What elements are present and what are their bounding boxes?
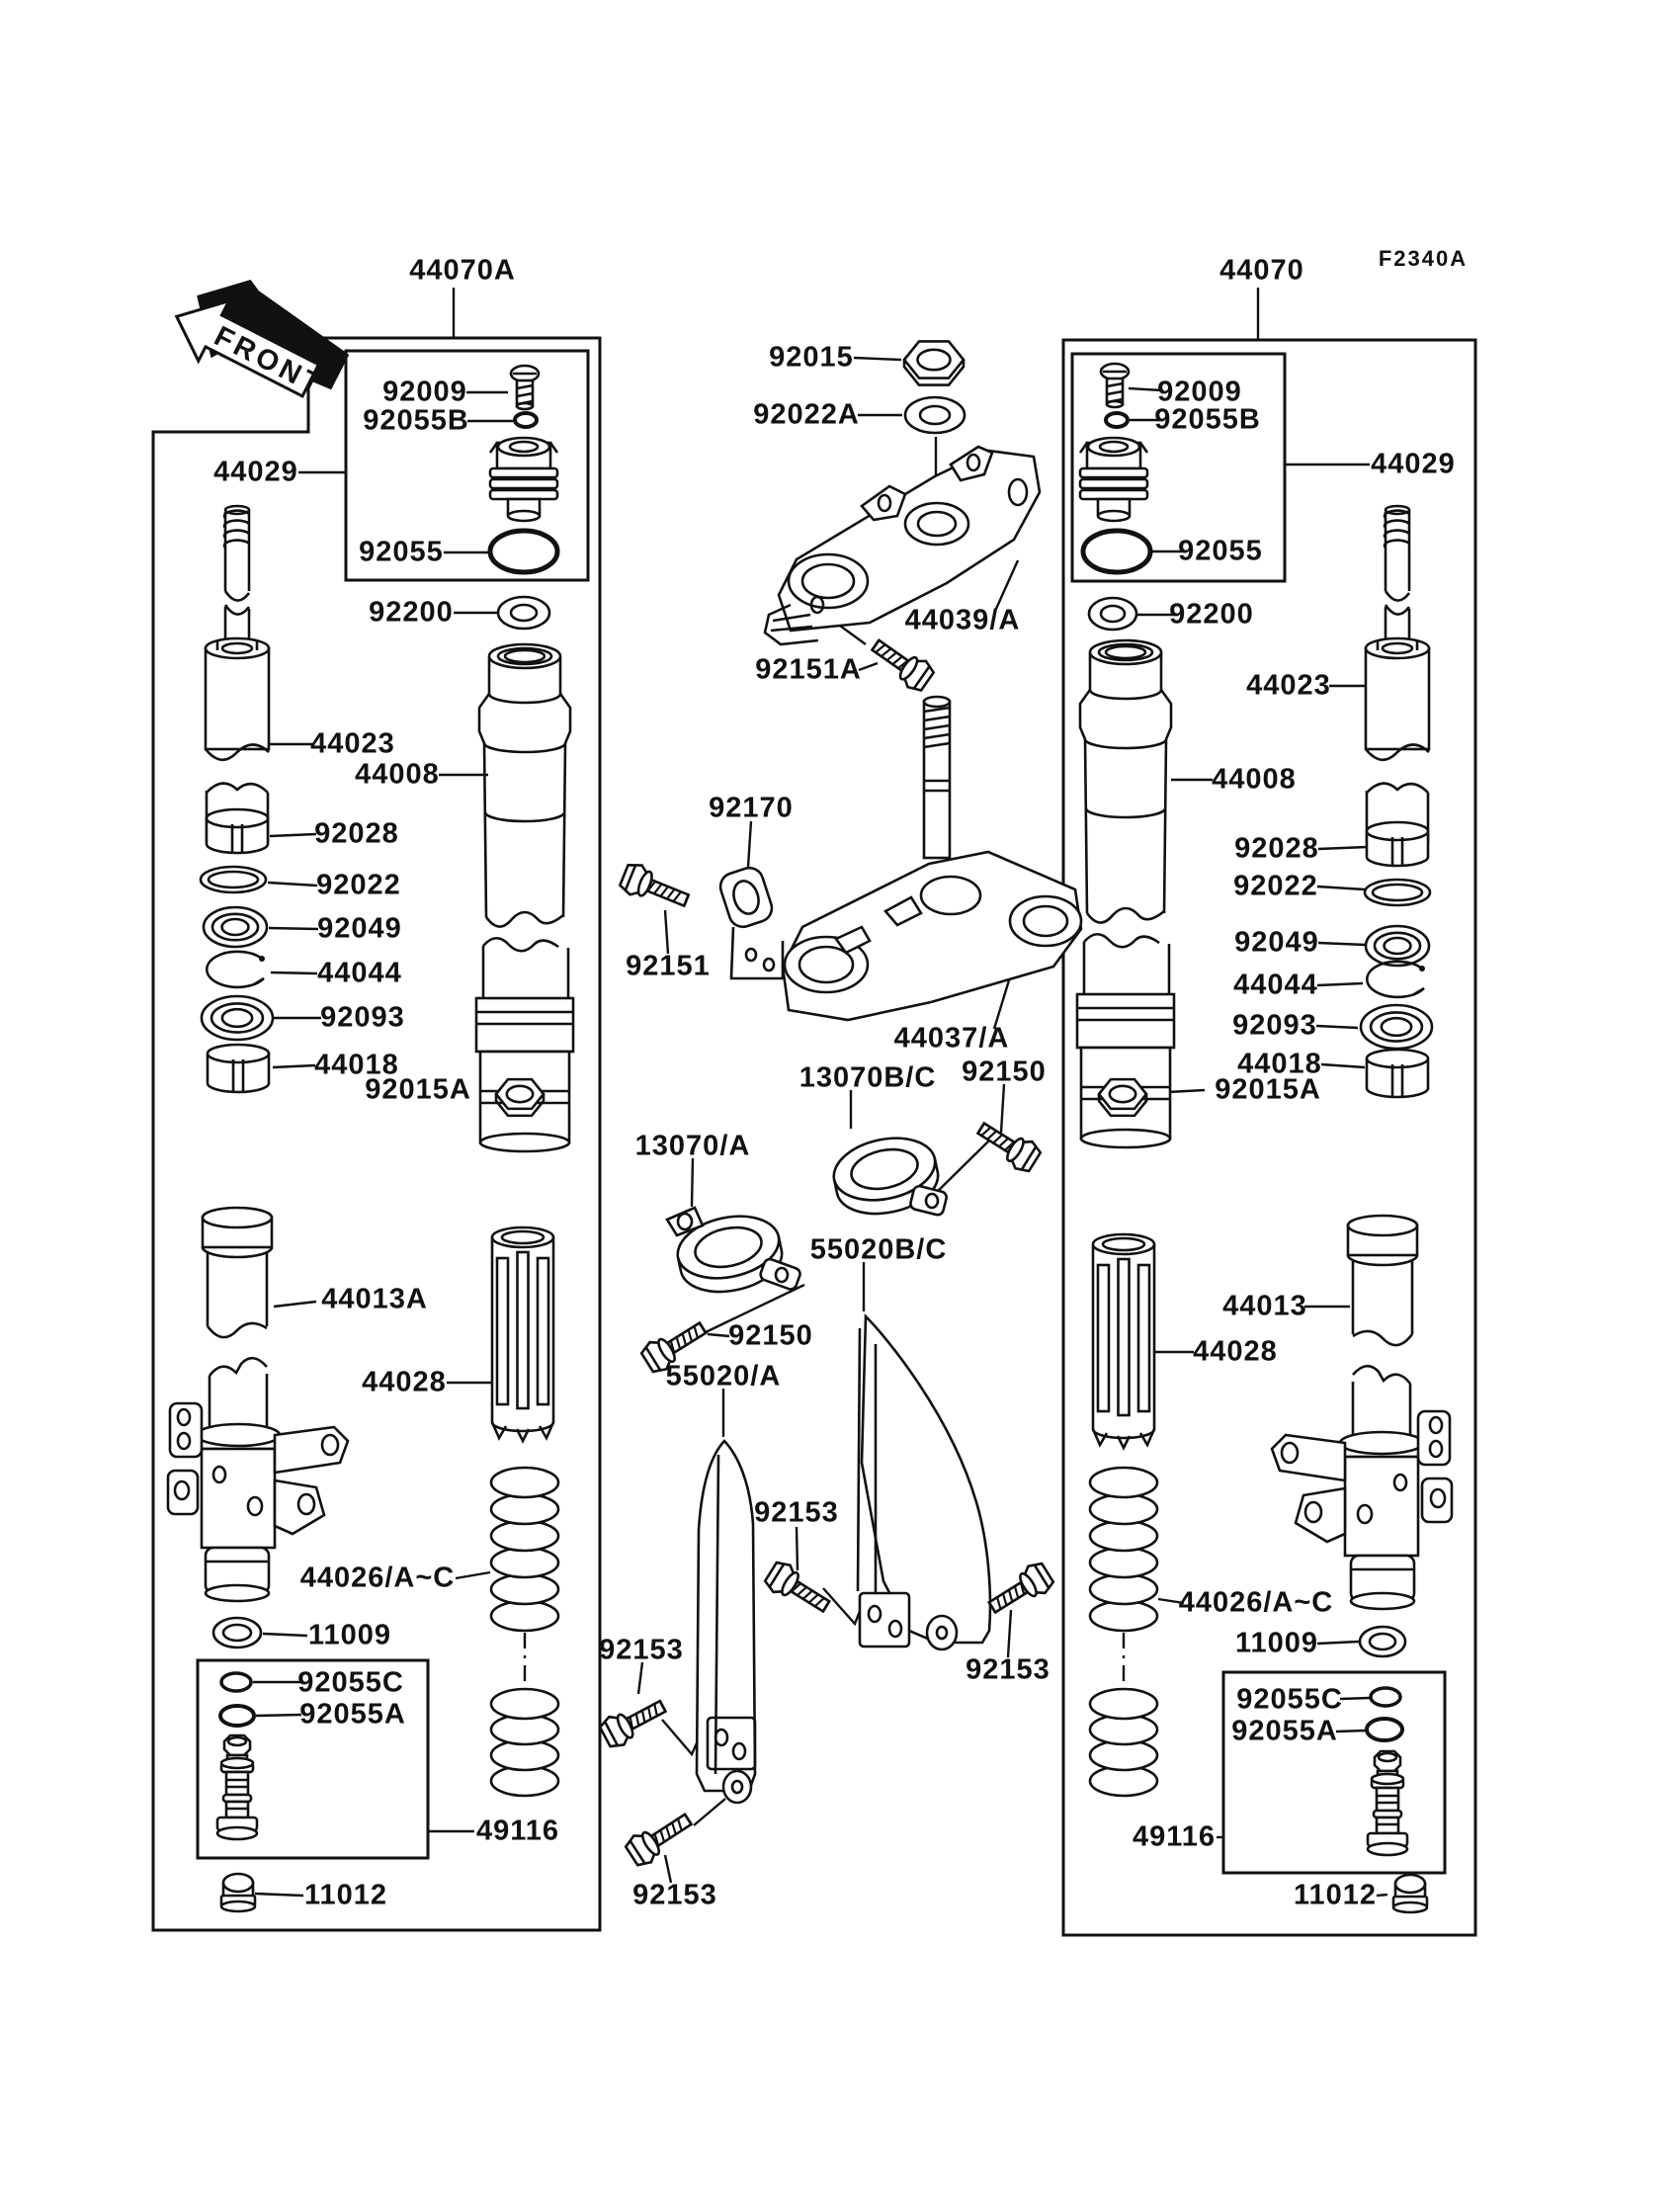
part-label-r-92093: 92093 xyxy=(1232,1009,1317,1042)
part-label-m-92153d: 92153 xyxy=(632,1879,717,1911)
part-label-m-92015: 92015 xyxy=(769,341,854,374)
part-label-m-92150l: 92150 xyxy=(728,1319,813,1352)
part-label-r-44013: 44013 xyxy=(1222,1290,1307,1322)
part-label-l-92015a: 92015A xyxy=(365,1073,471,1106)
part-label-m-44039: 44039/A xyxy=(904,604,1021,636)
part-label-l-44008: 44008 xyxy=(355,758,440,791)
part-label-r-44023: 44023 xyxy=(1246,669,1331,702)
part-label-l-92055c: 92055C xyxy=(297,1666,404,1699)
part-label-r-92015a: 92015A xyxy=(1215,1073,1321,1106)
part-label-l-44013a: 44013A xyxy=(321,1283,428,1315)
part-label-l-92028: 92028 xyxy=(314,817,399,850)
part-label-r-92009: 92009 xyxy=(1157,376,1242,408)
part-label-l-44023: 44023 xyxy=(310,727,395,760)
part-label-r-92200: 92200 xyxy=(1169,598,1254,631)
part-label-l-44028: 44028 xyxy=(362,1366,447,1398)
part-label-l-49116: 49116 xyxy=(475,1815,560,1847)
part-label-r-11009: 11009 xyxy=(1234,1627,1319,1659)
part-label-l-44029: 44029 xyxy=(213,456,298,488)
part-label-m-92151a: 92151A xyxy=(755,653,862,686)
part-label-l-44018: 44018 xyxy=(314,1049,399,1081)
part-label-r-92022: 92022 xyxy=(1233,870,1318,902)
part-label-m-92150r: 92150 xyxy=(962,1056,1047,1088)
part-label-r-92028: 92028 xyxy=(1234,832,1319,865)
part-label-l-44044: 44044 xyxy=(317,957,402,989)
part-label-r-49116: 49116 xyxy=(1132,1820,1217,1853)
part-label-l-11012: 11012 xyxy=(303,1879,388,1911)
part-label-r-44026: 44026/A~C xyxy=(1178,1586,1334,1619)
part-label-r-44028: 44028 xyxy=(1193,1335,1278,1368)
part-label-l-92022: 92022 xyxy=(316,869,401,901)
part-label-m-92153c: 92153 xyxy=(599,1634,684,1666)
part-label-r-44029: 44029 xyxy=(1371,448,1456,480)
part-label-l-92200: 92200 xyxy=(369,596,454,629)
part-label-m-13070a: 13070/A xyxy=(634,1130,751,1162)
part-label-r-44018: 44018 xyxy=(1237,1048,1322,1080)
front-arrow-text: FRONT xyxy=(209,320,329,403)
part-label-m-92153a: 92153 xyxy=(754,1496,839,1529)
part-label-l-44070a: 44070A xyxy=(409,254,516,287)
part-label-r-92055a: 92055A xyxy=(1231,1715,1338,1747)
part-label-m-92153b: 92153 xyxy=(966,1653,1050,1686)
part-label-l-11009: 11009 xyxy=(307,1619,392,1651)
part-label-r-92055b: 92055B xyxy=(1154,403,1261,436)
part-label-r-44008: 44008 xyxy=(1212,763,1297,796)
part-label-l-92009: 92009 xyxy=(382,376,467,408)
part-label-m-13070bc: 13070B/C xyxy=(798,1061,937,1094)
part-label-l-92055a: 92055A xyxy=(299,1698,406,1731)
part-label-r-92049: 92049 xyxy=(1234,926,1319,959)
part-label-l-92093: 92093 xyxy=(320,1001,405,1034)
part-label-l-92049: 92049 xyxy=(317,912,402,945)
part-label-r-44044: 44044 xyxy=(1233,969,1318,1001)
part-label-r-92055: 92055 xyxy=(1178,535,1263,567)
part-label-m-92151: 92151 xyxy=(626,950,711,982)
part-label-f2340a: F2340A xyxy=(1378,246,1469,271)
part-label-r-92055c: 92055C xyxy=(1236,1683,1343,1716)
part-label-l-92055b: 92055B xyxy=(363,404,469,437)
part-label-m-44037: 44037/A xyxy=(893,1022,1010,1055)
part-label-r-44070: 44070 xyxy=(1219,254,1304,287)
part-label-l-44026: 44026/A~C xyxy=(299,1562,456,1594)
part-label-m-92170: 92170 xyxy=(709,792,794,824)
part-label-m-55020a: 55020/A xyxy=(665,1360,782,1393)
part-label-l-92055: 92055 xyxy=(359,536,444,568)
part-label-r-11012: 11012 xyxy=(1293,1879,1378,1911)
part-label-m-55020bc: 55020B/C xyxy=(809,1233,948,1266)
part-label-m-92022a: 92022A xyxy=(753,398,860,431)
